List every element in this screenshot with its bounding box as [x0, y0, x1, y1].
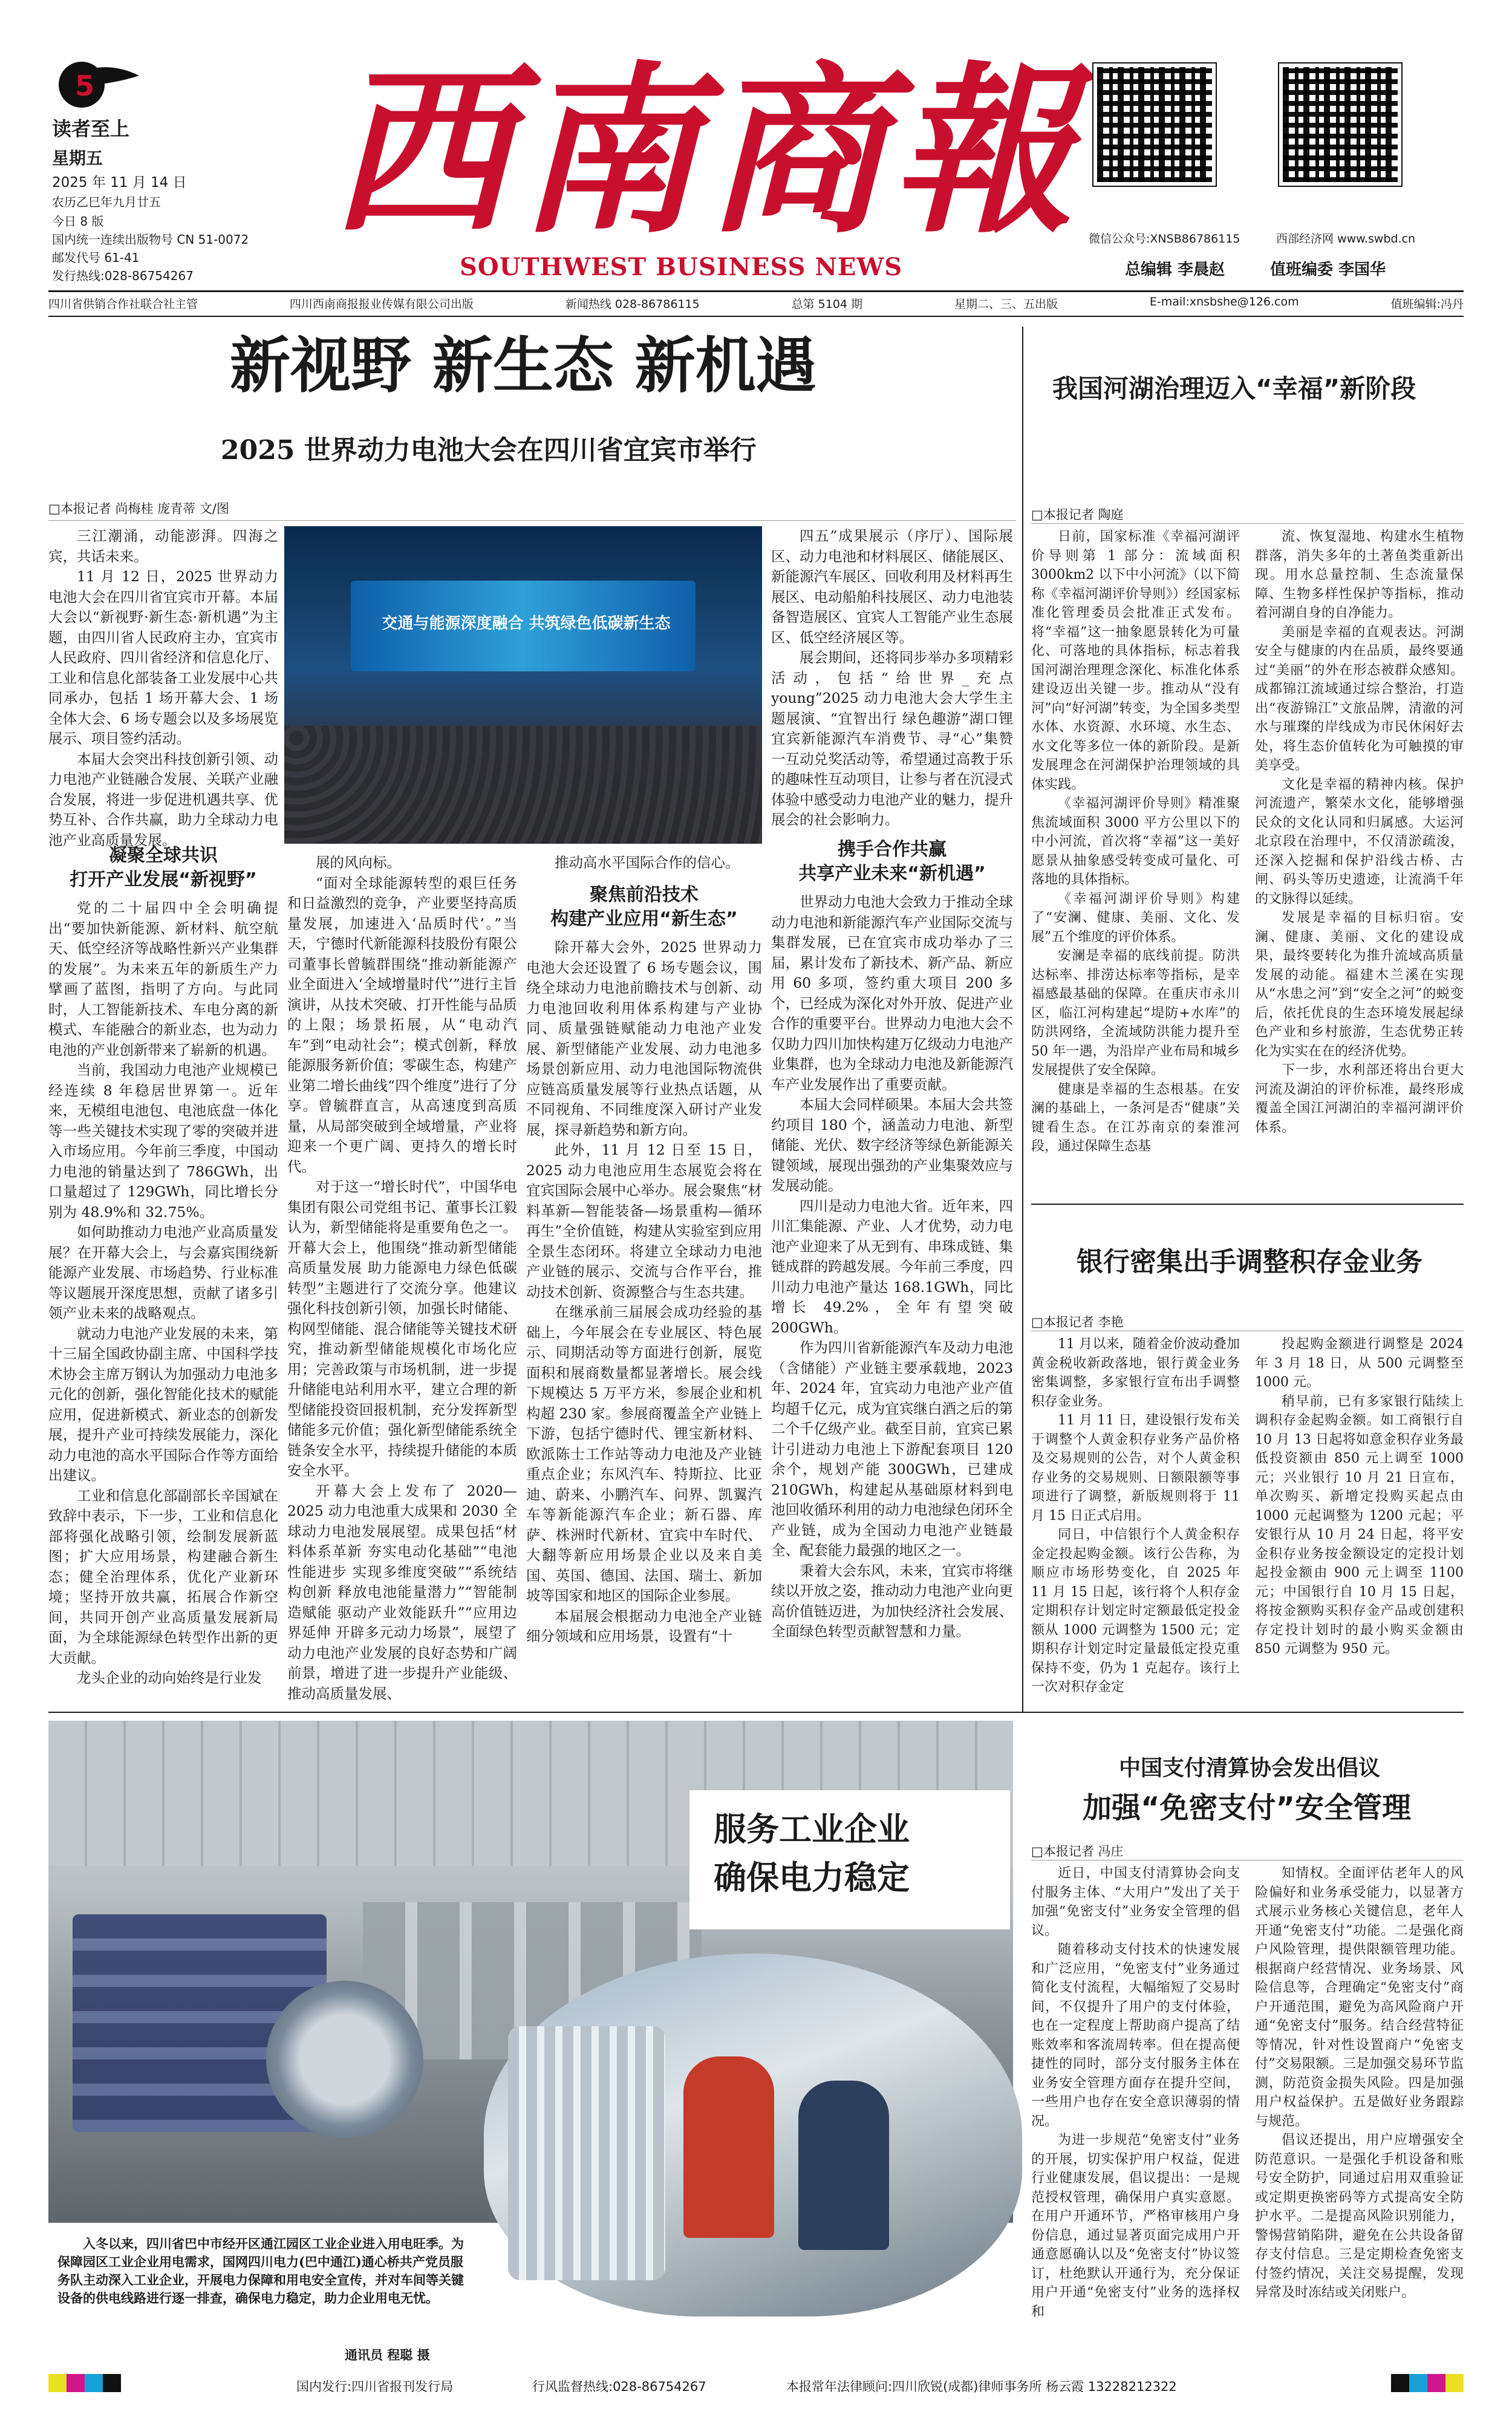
bank-headline: 银行密集出手调整积存金业务 — [1077, 1247, 1422, 1277]
paragraph: 四五”成果展示（序厅）、国际展区、动力电池和材料展区、储能展区、新能源汽车展区、回收利用及材料再生展区、电动船舶科技展区、动力电池装备智造展区、宜宾人工智能产业生态展区、低空经济展区等。 — [771, 527, 1013, 646]
payment-column-2 — [1255, 1864, 1464, 2363]
payment-byline: □本报记者 冯庄 — [1031, 1844, 1124, 1859]
audience — [284, 726, 762, 844]
info-bar-item: 新闻热线 028-86786115 — [565, 298, 700, 311]
masthead-pages: 今日 8 版 — [52, 214, 104, 229]
bank-column-1 — [1031, 1335, 1240, 1695]
paragraph: 世界动力电池大会致力于推动全球动力电池和新能源汽车产业国际交流与集群发展，已在宜宾市成功举办了三届，累计发布了新技术、新产品、新应用 60 多项，签约重大项目 200 多个，已经成为深化对外开放、促进产业合作的重要平台。世界动力电池大会不仅助力四川加快构建万亿级动力电池产业集群，也为全球动力电池及新能源汽车产业发展作出了重要贡献。 — [771, 893, 1013, 1093]
masthead-hotline: 发行热线:028-86754267 — [52, 269, 194, 283]
paragraph: 工业和信息化部副部长辛国斌在致辞中表示，下一步，工业和信息化部将强化战略引领，绘制发展新蓝图；扩大应用场景，构建融合新生态；健全治理体系，优化产业新环境；坚持开放共赢，拓展合作新空间，共同开创产业高质量发展新局面，为全球能源绿色转型作出新的更大贡献。 — [48, 1487, 278, 1666]
payment-headline: 加强“免密支付”安全管理 — [1083, 1791, 1412, 1825]
worker-1 — [683, 2056, 774, 2238]
paragraph: 党的二十届四中全会明确提出“要加快新能源、新材料、航空航天、低空经济等战略性新兴产业集群的发展”。为未来五年的新质生产力擘画了蓝图，指明了方向。与此同时，人工智能新技术、车电分离的新模式、车能融合的新业态，也为动力电池的产业创新带来了崭新的机遇。 — [48, 899, 278, 1058]
lead-subhead-3: 携手合作共赢 共享产业未来“新机遇” — [798, 839, 986, 884]
paragraph: 11 月以来，随着金价波动叠加黄金税收新政落地，银行黄金业务密集调整，多家银行宣布出手调整积存金业务。 — [1031, 1337, 1240, 1409]
info-bar-item: 值班编辑:冯丹 — [1390, 298, 1464, 311]
river-column-2 — [1255, 527, 1464, 1193]
paragraph: 展的风向标。 — [316, 854, 401, 871]
qr1-label: 微信公众号:XNSB86786115 — [1089, 232, 1240, 246]
section-rule — [1031, 1204, 1464, 1205]
paragraph: 11 月 12 日，2025 世界动力电池大会在四川省宜宾市开幕。本届大会以“新视野·新生态·新机遇”为主题，由四川省人民政府主办，宜宾市人民政府、四川省经济和信息化厅、工业和信息化部装备工业发展中心共同承办，包括 1 场开幕大会、1 场全体大会、6 场专题会以及多场展览展示、项目签约活动。 — [48, 568, 278, 747]
river-headline: 我国河湖治理迈入“幸福”新阶段 — [1052, 374, 1416, 403]
paragraph: 发展是幸福的目标归宿。安澜、健康、美丽、文化的建设成果，最终要转化为推升流域高质量发展的动能。福建木兰溪在实现从“水患之河”到“安全之河”的蜕变后，依托优良的生态环境发展起绿色产业和乡村旅游，生态优势正转化为实实在在的经济优势。 — [1255, 910, 1464, 1059]
lead-column-3a — [526, 853, 762, 877]
footer-monitor: 行风监督热线:028-86754267 — [532, 2379, 706, 2394]
masthead-cn: 国内统一连续出版物号 CN 51-0072 — [52, 232, 249, 247]
info-bar-item: E-mail:xnsbshe@126.com — [1149, 295, 1299, 308]
masthead-postcode: 邮发代号 61-41 — [52, 250, 140, 265]
paragraph: 四川是动力电池大省。近年来，四川汇集能源、产业、人才优势，动力电池产业迎来了从无到有、串珠成链、集链成群的跨越发展。今年前三季度，四川动力电池产量达 168.1GWh，同比增长 49.2%，全年有望突破 200GWh。 — [771, 1197, 1013, 1336]
bank-byline: □本报记者 李艳 — [1031, 1315, 1124, 1329]
lead-byline: □本报记者 尚梅桂 庞青蒂 文/图 — [48, 501, 229, 516]
masthead-rule — [48, 290, 1464, 292]
paragraph: 知情权。全面评估老年人的风险偏好和业务承受能力，以显著方式展示业务核心关键信息，老年人开通“免密支付”功能。二是强化商户风险管理，提供限额管理功能。根据商户经营情况、业务场景、风险信息等，合理确定“免密支付”商户开通范围，避免为高风险商户开通“免密支付”服务。结合经营特征等情况，针对性设置商户“免密支付”交易限额。三是加强交易环节监测，防范资金损失风险。四是加强用户权益保护。五是做好业务跟踪与规范。 — [1255, 1866, 1464, 2129]
paragraph: 就动力电池产业发展的未来，第十三届全国政协副主席、中国科学技术协会主席万钢认为加强动力电池多元化的创新，强化智能化技术的赋能应用，促进新模式、新业态的创新发展，提升产业可持续发展能力，深化动力电池的高水平国际合作等方面给出建议。 — [48, 1325, 278, 1484]
feature-headline: 服务工业企业 确保电力稳定 — [714, 1810, 910, 1897]
paragraph: 对于这一“增长时代”，中国华电集团有限公司党组书记、董事长江毅认为，新型储能将是重要角色之一。开幕大会上，他围绕“推动新型储能高质量发展 助力能源电力绿色低碳转型”主题进行了交流分享。他建议强化科技创新引领，加强长时储能、构网型储能、混合储能等关键技术研究，推动新型储能规模化市场化应用；完善政策与市场机制，进一步提升储能电站利用水平，建立合理的新型储能投资回报机制，充分发挥新型储能多元价值；强化新型储能系统全链条安全水平，持续提升储能的本质安全水平。 — [287, 1178, 517, 1479]
paragraph: 稍早前，已有多家银行陆续上调积存金起购金额。如工商银行自 10 月 13 日起将如意金积存业务最低投资额由 850 元上调至 1000 元；兴业银行 10 月 21 日宣布，单次购买、新增定投购买起点由 1000 元起调整为 1200 元起；平安银行从 10 月 24 日起，将平安金积存业务按金额设定的定投计划起投金额由 900 元上调至 1100 元；中国银行自 10 月 15 日起，将按金额购买积存金产品或创建积存定投计划时的最小购买金额由 850 元调整为 950 元。 — [1255, 1394, 1464, 1657]
lead-subhead: 2025 世界动力电池大会在四川省宜宾市举行 — [221, 435, 757, 466]
info-bar — [48, 295, 1464, 316]
river-byline: □本报记者 陶庭 — [1031, 507, 1124, 522]
paragraph: 《幸福河湖评价导则》构建了“安澜、健康、美丽、文化、发展”五个维度的评价体系。 — [1031, 891, 1240, 945]
column-divider — [1022, 327, 1023, 1712]
paragraph: 如何助推动力电池产业高质量发展？在开幕大会上，与会嘉宾围绕新能源产业发展、市场趋势、行业标准等议题展开深度思想，贡献了诸多引领产业未来的战略观点。 — [48, 1224, 278, 1322]
masthead-slogan: 读者至上 — [52, 117, 130, 140]
paragraph: 健康是幸福的生态根基。在安澜的基础上，一条河是否“健康”关键看生态。在江苏南京的秦淮河段，通过保障生态基 — [1031, 1081, 1240, 1154]
paragraph: 此外，11 月 12 日至 15 日，2025 动力电池应用生态展览会将在宜宾国际会展中心举办。展会聚焦“材料革新—智能装备—场景重构—循环再生”全价值链，构建从实验室到应用全景生态闭环。将建立全球动力电池产业链的展示、交流与合作平台，推动技术创新、资源整合与生态共建。 — [526, 1141, 762, 1300]
info-bar-item: 总第 5104 期 — [791, 298, 863, 311]
paragraph: 本届大会同样硕果。本届大会共签约项目 180 个，涵盖动力电池、新型储能、光伏、数字经济等绿色新能源关键领域，展现出强劲的产业集聚效应与发展动能。 — [771, 1096, 1013, 1194]
paragraph: 《幸福河湖评价导则》精准聚焦流域面积 3000 平方公里以下的中小河流，首次将“幸福”这一美好愿景从抽象感受转变成可量化、可落地的具体指标。 — [1031, 796, 1240, 887]
footer-issue: 国内发行:四川省报刊发行局 — [296, 2379, 454, 2394]
paragraph: 开幕大会上发布了 2020—2025 动力电池重大成果和 2030 全球动力电池发展展望。成果包括“材料体系革新 夯实电动化基础”“电池性能进步 实现多维度突破”“系统结构创新 释放电池能量潜力”“智能制造赋能 驱动产业效能跃升”“应用边界延伸 开辟多元动力场景”，展望了动力电池产业发展的良好态势和广阔前景，增进了进一步提升产业能级、推动高质量发展、 — [287, 1482, 517, 1702]
paragraph: 投起购金额进行调整是 2024 年 3 月 18 日，从 500 元调整至 1000 元。 — [1255, 1337, 1464, 1390]
svg-text:5: 5 — [75, 70, 95, 102]
paragraph: 下一步，水利部还将出台更大河流及湖泊的评价标准，最终形成覆盖全国江河湖泊的幸福河湖评价体系。 — [1255, 1063, 1464, 1135]
wechat-qr-code — [1093, 64, 1216, 186]
river-byline-rule — [1031, 523, 1464, 524]
paragraph: 本届展会根据动力电池全产业链细分领域和应用场景，设置有“十 — [526, 1607, 762, 1645]
payment-column-1 — [1031, 1864, 1240, 2363]
conference-photo — [284, 526, 762, 844]
river-column-1 — [1031, 527, 1240, 1193]
newspaper-title-en: SOUTHWEST BUSINESS NEWS — [460, 253, 903, 281]
paragraph: 近日，中国支付清算协会向支付服务主体、“大用户”发出了关于加强“免密支付”业务安全管理的倡议。 — [1031, 1866, 1240, 1938]
paragraph: 三江潮涌，动能澎湃。四海之宾，共话未来。 — [48, 527, 278, 565]
info-bar-item: 四川西南商报报业传媒有限公司出版 — [289, 298, 474, 311]
lead-column-1 — [48, 526, 278, 849]
paragraph: 作为四川省新能源汽车及动力电池（含储能）产业链主要承载地，2023 年、2024 年，宜宾动力电池产业产值均超千亿元，成为宜宾继白酒之后的第二个千亿级产业。截至目前，宜宾已累计引进动力电池上下游配套项目 120 余个，规划产能 300GWh，已建成 210GWh，构建起从基础原材料到电池回收循环利用的动力电池绿色闭环全产业链，成为全国动力电池产业链最全、配套能力最强的地区之一。 — [771, 1339, 1013, 1559]
workers-inset-photo — [484, 1954, 1022, 2317]
paragraph: “面对全球能源转型的艰巨任务和日益激烈的竞争，产业要坚持高质量发展，加速进入‘品质时代’。”当天，宁德时代新能源科技股份有限公司董事长曾毓群围绕“推动新能源产业全面进入‘全域增量时代’”进行主旨演讲，从技术突破、打开性能与品质的上限；场景拓展，从“电动汽车”到“电动社会”；模式创新，释放能源服务新价值；零碳生态，构建产业第二增长曲线“四个维度”进行了分享。曾毓群直言，从高速度到高质量，从局部突破到全域增量，产业将迎来一个更广阔、更持久的增长时代。 — [287, 874, 517, 1175]
paragraph: 为进一步规范“免密支付”业务的开展，切实保护用户权益，促进行业健康发展，倡议提出：一是规范授权管理，确保用户真实意愿。在用户开通环节，严格审核用户身份信息，通过显著页面完成用户开通意愿确认以及“免密支付”协议签订，杜绝默认开通行为，充分保证用户开通“免密支付”业务的选择权和 — [1031, 2133, 1240, 2320]
paragraph: 11 月 11 日，建设银行发布关于调整个人黄金积存业务产品价格及交易规则的公告，对个人黄金积存业务的交易规则、日额限额等事项进行了调整，新版规则将于 11 月 15 日正式启用。 — [1031, 1413, 1240, 1524]
turbine-part — [266, 1981, 423, 2138]
footer-legal: 本报常年法律顾问:四川欣锐(成都)律师事务所 杨云霞 13228212322 — [786, 2379, 1177, 2394]
paragraph: 在继承前三届展会成功经验的基础上，今年展会在专业展区、特色展示、同期活动等方面进行创新，展览面积和展商数量都显著增长。展会线下规模达 5 万平方米，参展企业和机构超 230 家。参展商覆盖全产业链上下游，包括宁德时代、锂宝新材料、欧派陈士工作站等动力电池及产业链重点企业；东风汽车、特斯拉、比亚迪、蔚来、小鹏汽车、问界、凯翼汽车等新能源汽车企业；新石器、库萨、株洲时代新材、宜宾中车时代、大翻等新应用场景企业以及来自美国、英国、德国、法国、瑞士、新加坡等国家和地区的国际企业参展。 — [526, 1303, 762, 1604]
color-registration-strip — [48, 2374, 121, 2392]
paragraph: 推动高水平国际合作的信心。 — [555, 854, 740, 871]
paragraph: 同日，中信银行个人黄金积存金定投起购金额。该行公告称，为顺应市场形势变化，自 2025 年 11 月 15 日起，该行将个人积存金定期积存计划定时定额最低定投金额从 1000 元调整为 1500 元；定期积存计划定时定量最低定投克重保持不变，仍为 1 克起存。该行上一次对积存金定 — [1031, 1527, 1240, 1695]
newspaper-title: 西南商報 — [330, 44, 1080, 258]
feature-credit: 通讯员 程聪 摄 — [345, 2348, 430, 2362]
feature-caption: 入冬以来，四川省巴中市经开区通江园区工业企业进入用电旺季。为保障园区工业企业用电需求，国网四川电力(巴中通江)通心桥共产党员服务队主动深入工业企业，开展电力保障和用电安全宣传，并对车间等关键设备的供电线路进行逐一排查，确保电力稳定，助力企业用电无忧。 — [57, 2236, 464, 2306]
bank-column-2 — [1255, 1335, 1464, 1686]
info-bar-item: 四川省供销合作社联合社主管 — [48, 298, 198, 311]
website-qr-code — [1279, 64, 1401, 186]
info-bar-item: 星期二、三、五出版 — [954, 298, 1058, 311]
paragraph: 当前，我国动力电池产业规模已经连续 8 年稳居世界第一。近年来，无模组电池包、电池底盘一体化等一些关键技术实现了零的突破并进入市场应用。今年前三季度，中国动力电池的销量达到了 786GWh，出口量超过了 129GWh，同比增长分别为 48.9%和 32.75%。 — [48, 1061, 278, 1221]
payment-kicker: 中国支付清算协会发出倡议 — [1119, 1756, 1381, 1781]
lead-subhead-2: 聚焦前沿技术 构建产业应用“新生态” — [550, 884, 738, 930]
stage-screen-text: 交通与能源深度融合 共筑绿色低碳新生态 — [382, 615, 671, 633]
logo-emblem-icon — [54, 48, 145, 112]
paragraph: 秉着大会东风，未来，宜宾市将继续以开放之姿，推动动力电池产业向更高价值链迈进，为加快经济社会发展、全面绿色转型贡献智慧和力量。 — [771, 1562, 1013, 1640]
paragraph: 文化是幸福的精神内核。保护河流遗产，繁荣水文化，能够增强民众的文化认同和归属感。大运河北京段在治理中，不仅清淤疏浚，还深入挖掘和保护沿线古桥、古闸、码头等历史遗迹，让流淌千年的文脉得以延续。 — [1255, 777, 1464, 907]
masthead-weekday: 星期五 — [52, 148, 103, 168]
paragraph: 除开幕大会外，2025 世界动力电池大会还设置了 6 场专题会议，围绕全球动力电池前瞻技术与创新、动力电池回收利用体系构建与产业协同、质量强链赋能动力电池产业发展、新型储能产业发展、动力电池多场景创新应用、动力电池国际物流供应链高质量发展等行业热点话题，从不同视角、不同维度深入研讨产业发展，探寻新趋势和新方向。 — [526, 939, 762, 1138]
worker-2 — [798, 2081, 889, 2250]
paragraph: 本届大会突出科技创新引领、动力电池产业链融合发展、关联产业融合发展，将进一步促进机遇共享、优势互补、合作共赢，助力全球动力电池产业高质量发展。 — [48, 750, 278, 849]
transformer — [508, 2026, 665, 2280]
lead-subhead-1: 凝聚全球共识 打开产业发展“新视野” — [70, 845, 257, 890]
paragraph: 龙头企业的动向始终是行业发 — [77, 1669, 262, 1686]
masthead-rule-bottom — [48, 316, 1464, 317]
paragraph: 展会期间，还将同步举办多项精彩活动，包括“给世界_充点 young”2025 动力电池大会大学生主题展演、“宜智出行 绿色趣游”湖口锂宜宾新能源汽车消费节、寻“心”集赞一互动兑奖活动等，希望通过高教于乐的趣味性互动项目，让参与者在沉浸式体验中感受动力电池产业的魅力，提升展会的社会影响力。 — [771, 649, 1013, 828]
paragraph: 倡议还提出，用户应增强安全防范意识。一是强化手机设备和账号安全防护，同通过启用双重验证或定期更换密码等方式提高安全防护水平。二是提高风险识别能力，警惕营销陷阱，避免在公共设备留存支付信息。三是定期检查免密支付签约情况，关注交易提醒，发现异常及时冻结或关闭账户。 — [1255, 2133, 1464, 2300]
paragraph: 流、恢复湿地、构建水生植物群落，消失多年的土著鱼类重新出现。用水总量控制、生态流量保障、生物多样性保护等指标，推动着河湖自身的自净能力。 — [1255, 529, 1464, 621]
section-rule — [48, 1712, 1464, 1713]
chief-editor: 总编辑 李晨赵 — [1125, 261, 1225, 279]
lead-headline: 新视野 新生态 新机遇 — [230, 330, 816, 401]
duty-editor: 值班编委 李国华 — [1270, 261, 1386, 279]
paragraph: 安澜是幸福的底线前提。防洪达标率、排涝达标率等指标，是幸福感最基础的保障。在重庆市永川区，临江河构建起“堤防+水库”的防洪网络，全流域防洪能力提升至 50 年一遇，为沿岸产业布局和城乡发展提供了安全保障。 — [1031, 948, 1240, 1078]
masthead-lunar: 农历乙巳年九月廿五 — [52, 195, 161, 209]
paragraph: 随着移动支付技术的快速发展和广泛应用，“免密支付”业务通过简化支付流程，大幅缩短了交易时间，不仅提升了用户的支付体验，也在一定程度上帮助商户提高了结账效率和客流周转率。但在提高便捷性的同时，部分支付服务主体在业务安全管理方面存在提升空间，一些用户也存在安全意识薄弱的情况。 — [1031, 1942, 1240, 2129]
paragraph: 日前，国家标准《幸福河湖评价导则第 1 部分：流域面积 3000km2 以下中小河流》（以下简称《幸福河湖评价导则》）经国家标准化管理委员会批准正式发布。将“幸福”这一抽象愿景转化为可量化、可落地的具体指标，标志着我国河湖治理理念深化、标准化体系建设迈出关键一步。推动从“没有河”向“好河湖”转变，为全国多类型水体、水资源、水环境、水生态、水文化等多位一体的新阶段。是新发展理念在河湖保护治理领域的具体实践。 — [1031, 529, 1240, 792]
masthead-date: 2025 年 11 月 14 日 — [52, 175, 187, 191]
lead-byline-rule — [48, 520, 1016, 521]
qr2-label: 西部经济网 www.swbd.cn — [1276, 232, 1416, 246]
color-registration-strip — [1391, 2374, 1464, 2392]
paragraph: 美丽是幸福的直观表达。河湖安全与健康的内在品质，最终要通过“美丽”的外在形态被群众感知。成都锦江流域通过综合整治，打造出“夜游锦江”文旅品牌，清澈的河水与璀璨的岸线成为市民休闲好去处，将生态价值转化为可触摸的审美享受。 — [1255, 624, 1464, 773]
lead-column-4a — [771, 526, 1013, 835]
